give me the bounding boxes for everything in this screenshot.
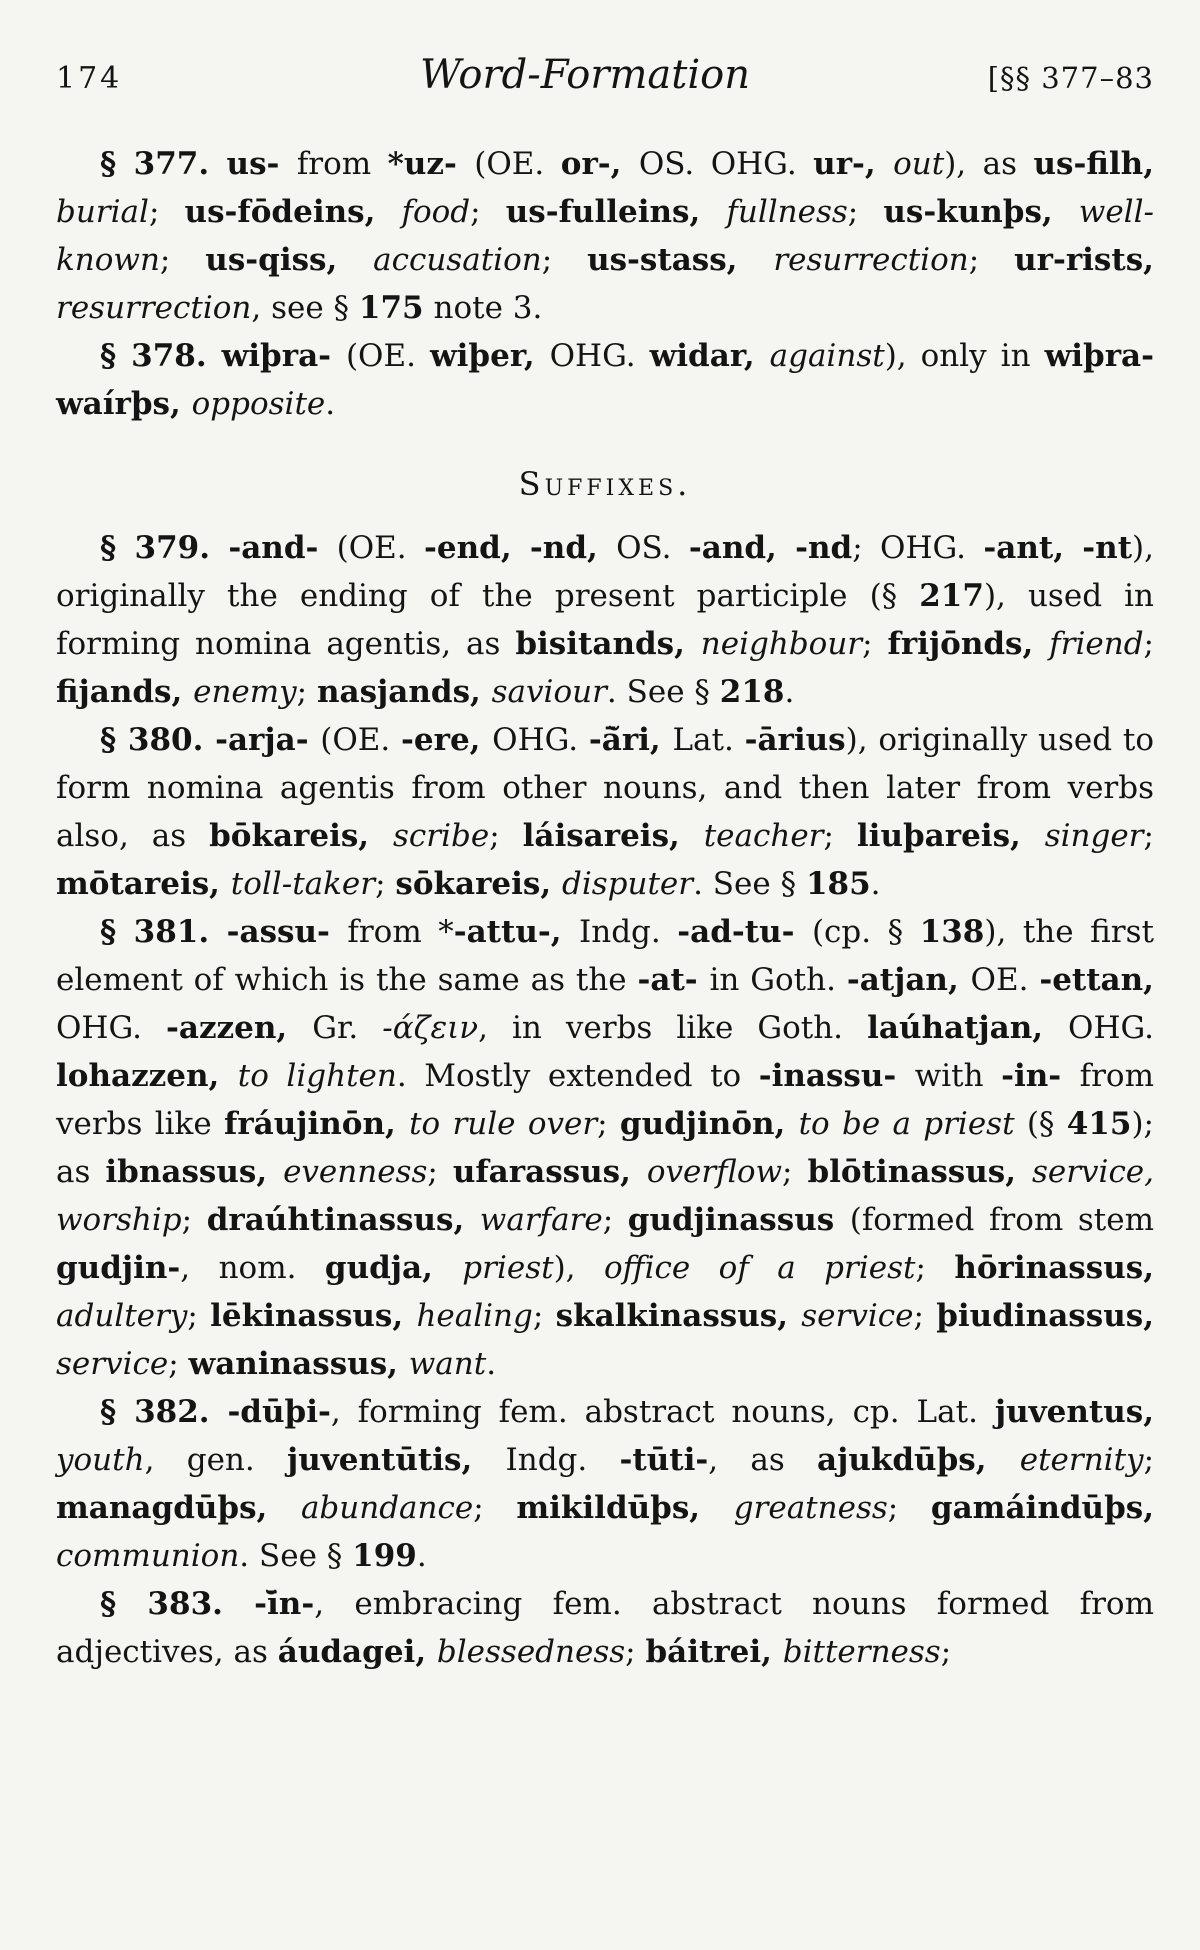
text-segment: singer	[1044, 818, 1144, 854]
text-segment: waninassus,	[188, 1346, 409, 1382]
text-segment: ;	[1143, 1442, 1155, 1478]
text-segment: overflow	[646, 1154, 783, 1190]
text-segment: 218	[719, 674, 785, 710]
text-segment: youth	[56, 1442, 145, 1478]
text-segment: ;	[913, 1298, 937, 1334]
text-segment: blessedness	[436, 1634, 626, 1670]
text-segment: § 380.	[100, 722, 216, 758]
text-segment: mikildūþs,	[516, 1490, 734, 1526]
text-segment: service	[56, 1346, 169, 1382]
text-segment: , in verbs like Goth.	[478, 1010, 868, 1046]
text-segment: -in-	[1001, 1058, 1080, 1094]
text-segment: gudjin-	[56, 1250, 181, 1286]
text-segment: to lighten	[237, 1058, 397, 1094]
paragraph-381	[56, 908, 1154, 1388]
text-segment: laúhatjan,	[867, 1010, 1069, 1046]
text-segment: -ere,	[401, 722, 493, 758]
text-segment: from *	[347, 914, 454, 950]
text-segment: bisitands,	[515, 626, 701, 662]
text-segment: ;	[532, 1298, 556, 1334]
text-segment: accusation	[373, 242, 542, 278]
text-segment: hōrinassus,	[954, 1250, 1154, 1286]
text-segment: office of a priest	[603, 1250, 916, 1286]
text-segment: ;	[847, 194, 884, 230]
text-segment: greatness	[733, 1490, 888, 1526]
text-segment: us-fōdeins,	[184, 194, 402, 230]
text-segment: lēkinassus,	[210, 1298, 417, 1334]
paragraph-380	[56, 716, 1154, 908]
text-segment: fullness	[726, 194, 848, 230]
text-segment: § 383.	[100, 1586, 255, 1622]
text-segment: Gr.	[312, 1010, 383, 1046]
text-segment: *uz-	[387, 146, 475, 182]
text-segment: sōkareis,	[395, 866, 562, 902]
text-segment: , forming fem. abstract nouns, cp. Lat.	[330, 1394, 995, 1430]
text-segment: warfare	[479, 1202, 603, 1238]
text-segment: note 3.	[423, 290, 543, 326]
paragraph-379	[56, 524, 1154, 716]
text-segment: -at-	[637, 962, 710, 998]
text-segment: láisareis,	[522, 818, 704, 854]
text-segment: (OE.	[336, 530, 425, 566]
text-segment: healing	[416, 1298, 533, 1334]
text-segment: -and-	[228, 530, 337, 566]
text-segment: 138	[919, 914, 985, 950]
text-segment: -arja-	[215, 722, 321, 758]
paragraph-383	[56, 1580, 1154, 1676]
text-segment: eternity	[1019, 1442, 1144, 1478]
text-segment: well-known	[56, 194, 1154, 278]
text-segment: bitterness	[782, 1634, 941, 1670]
text-segment: -ad-tu-	[677, 914, 812, 950]
text-segment: ;	[375, 866, 396, 902]
text-segment: from	[296, 146, 388, 182]
paragraph-378	[56, 332, 1154, 428]
text-segment: communion	[56, 1538, 240, 1574]
text-segment: gamáindūþs,	[930, 1490, 1154, 1526]
text-segment: .	[325, 386, 336, 422]
text-segment: Indg.	[505, 1442, 620, 1478]
text-segment: ); as	[56, 1106, 1154, 1190]
text-segment: ur-rists,	[1014, 242, 1154, 278]
text-segment: ),	[553, 1250, 604, 1286]
text-segment: draúhtinassus,	[206, 1202, 480, 1238]
page-body	[56, 140, 1154, 1676]
text-segment: wiþra-	[221, 338, 346, 374]
text-segment: Lat.	[672, 722, 745, 758]
text-segment: ;	[473, 1490, 517, 1526]
text-segment: ;	[296, 674, 317, 710]
text-segment: ur-,	[813, 146, 894, 182]
text-segment: áudagei,	[277, 1634, 437, 1670]
text-segment: disputer	[561, 866, 694, 902]
text-segment: ;	[602, 1202, 628, 1238]
text-segment: .	[784, 674, 795, 710]
text-segment: gudja,	[324, 1250, 463, 1286]
text-segment: ;	[1143, 818, 1154, 854]
text-segment: service	[801, 1298, 914, 1334]
text-segment: (OE.	[474, 146, 561, 182]
text-segment: gudjinassus	[627, 1202, 850, 1238]
text-segment: opposite	[191, 386, 326, 422]
text-segment: , see §	[251, 290, 359, 326]
text-segment: (OE.	[320, 722, 402, 758]
text-segment: ;	[625, 1634, 646, 1670]
text-segment: -ārius	[744, 722, 846, 758]
text-segment: § 377.	[100, 146, 227, 182]
text-segment: or-,	[560, 146, 639, 182]
text-segment: OS.	[616, 530, 689, 566]
text-segment: to be a priest	[798, 1106, 1015, 1142]
text-segment: OHG.	[56, 1010, 166, 1046]
text-segment: teacher	[703, 818, 824, 854]
text-segment: juventūtis,	[287, 1442, 506, 1478]
text-segment: Indg.	[578, 914, 678, 950]
text-segment: want	[408, 1346, 487, 1382]
text-segment: food	[401, 194, 471, 230]
suffixes-heading: Suffixes.	[518, 465, 692, 503]
text-segment: -άζειν	[382, 1010, 479, 1046]
text-segment: us-filh,	[1033, 146, 1154, 182]
text-segment: -dūþi-	[227, 1394, 331, 1430]
text-segment: service, worship	[56, 1154, 1154, 1238]
text-segment: § 382.	[100, 1394, 228, 1430]
text-segment: managdūþs,	[56, 1490, 301, 1526]
text-segment: 199	[352, 1538, 417, 1574]
text-segment: blōtinassus,	[807, 1154, 1032, 1190]
text-segment: 185	[805, 866, 871, 902]
text-segment: nasjands,	[316, 674, 492, 710]
text-segment: us-kunþs,	[883, 194, 1079, 230]
text-segment: ;	[940, 1634, 952, 1670]
text-segment: ;	[782, 1154, 808, 1190]
text-segment: lohazzen,	[56, 1058, 238, 1094]
text-segment: ), originally used to form nomina agentis from other nouns, and then later from verbs also, as	[56, 722, 1154, 854]
text-segment: evenness	[283, 1154, 428, 1190]
text-segment: § 378.	[100, 338, 222, 374]
text-segment: .	[416, 1538, 427, 1574]
text-segment: in Goth.	[709, 962, 847, 998]
text-segment: ajukdūþs,	[817, 1442, 1020, 1478]
text-segment: -end, -nd,	[424, 530, 617, 566]
text-segment: § 381.	[100, 914, 227, 950]
text-segment: OHG.	[1068, 1010, 1154, 1046]
running-header	[56, 52, 1154, 98]
text-segment: . See §	[606, 674, 720, 710]
text-segment: out	[893, 146, 945, 182]
text-segment: OE.	[970, 962, 1040, 998]
text-segment: ), originally the ending of the present participle (§	[56, 530, 1154, 614]
text-segment: ;	[489, 818, 523, 854]
text-segment: .	[486, 1346, 497, 1382]
text-segment: -atjan,	[846, 962, 971, 998]
text-segment: wiþer,	[429, 338, 550, 374]
text-segment: ), used in forming nomina agentis, as	[56, 578, 1154, 662]
text-segment: ;	[862, 626, 888, 662]
text-segment: with	[914, 1058, 1002, 1094]
paragraph-377	[56, 140, 1154, 332]
text-segment: ;	[470, 194, 506, 230]
text-segment: neighbour	[700, 626, 863, 662]
text-segment: adultery	[56, 1298, 188, 1334]
text-segment: ), the first element of which is the same as the	[56, 914, 1154, 998]
text-segment: gudjinōn,	[619, 1106, 799, 1142]
text-segment: ;	[181, 1202, 207, 1238]
text-segment: -ī̆n-	[254, 1586, 315, 1622]
text-segment: juventus,	[994, 1394, 1154, 1430]
text-segment: to rule over	[409, 1106, 598, 1142]
text-segment: scribe	[392, 818, 490, 854]
text-segment: OHG.	[492, 722, 589, 758]
text-segment: § 379.	[100, 530, 229, 566]
text-segment: , embracing fem. abstract nouns formed from adjectives, as	[56, 1586, 1154, 1670]
text-segment: -ā̆ri,	[588, 722, 673, 758]
text-segment: báitrei,	[645, 1634, 783, 1670]
text-segment: 217	[919, 578, 984, 614]
text-segment: 415	[1066, 1106, 1132, 1142]
text-segment: (cp. §	[811, 914, 920, 950]
text-segment: -azzen,	[166, 1010, 313, 1046]
text-segment: , gen.	[144, 1442, 288, 1478]
text-segment: liuþareis,	[856, 818, 1045, 854]
text-segment: abundance	[300, 1490, 474, 1526]
text-segment: priest	[462, 1250, 554, 1286]
text-segment: ibnassus,	[105, 1154, 284, 1190]
text-segment: us-stass,	[587, 242, 774, 278]
page-title: Word-Formation	[420, 52, 750, 98]
text-segment: ;	[968, 242, 1015, 278]
text-segment: -tūti-	[619, 1442, 709, 1478]
paragraph-382	[56, 1388, 1154, 1580]
text-segment: friend	[1049, 626, 1144, 662]
text-segment: wiþra-waírþs,	[56, 338, 1154, 422]
text-segment: -assu-	[226, 914, 348, 950]
text-segment: ;	[541, 242, 588, 278]
text-segment: , nom.	[180, 1250, 325, 1286]
text-segment: -and, -nd	[688, 530, 853, 566]
text-segment: OHG.	[549, 338, 650, 374]
text-segment: widar,	[649, 338, 770, 374]
text-segment: -ant, -nt	[983, 530, 1133, 566]
text-segment: ;	[159, 242, 206, 278]
text-segment: (OE.	[345, 338, 430, 374]
text-segment: ;	[148, 194, 185, 230]
text-segment: ;	[187, 1298, 211, 1334]
text-segment: ufarassus,	[452, 1154, 647, 1190]
text-segment: us-fulleins,	[505, 194, 727, 230]
text-segment: us-qiss,	[205, 242, 374, 278]
text-segment: ; OHG.	[852, 530, 984, 566]
text-segment: .	[870, 866, 881, 902]
text-segment: fráujinōn,	[223, 1106, 410, 1142]
text-segment: ;	[427, 1154, 453, 1190]
section-range: [§§ 377–83	[987, 61, 1154, 95]
text-segment: 175	[358, 290, 424, 326]
text-segment: fijands,	[56, 674, 194, 710]
page-number: 174	[56, 61, 123, 96]
text-segment: bōkareis,	[209, 818, 393, 854]
text-segment: ;	[887, 1490, 931, 1526]
text-segment: resurrection	[773, 242, 969, 278]
text-segment: skalkinassus,	[555, 1298, 802, 1334]
text-segment: OS. OHG.	[638, 146, 814, 182]
text-segment: against	[769, 338, 885, 374]
text-segment: ;	[168, 1346, 189, 1382]
text-segment: enemy	[193, 674, 297, 710]
text-segment: ), as	[944, 146, 1034, 182]
text-segment: ;	[823, 818, 857, 854]
text-segment: ;	[597, 1106, 620, 1142]
text-segment: us-	[226, 146, 297, 182]
text-segment: frijōnds,	[887, 626, 1050, 662]
text-segment: from verbs like	[56, 1058, 1154, 1142]
text-segment: ;	[1143, 626, 1154, 662]
text-segment: . See §	[693, 866, 806, 902]
text-segment: ;	[915, 1250, 955, 1286]
text-segment: mōtareis,	[56, 866, 231, 902]
text-segment: . Mostly extended to	[396, 1058, 759, 1094]
text-segment: -attu-,	[453, 914, 579, 950]
text-segment: toll-taker	[230, 866, 376, 902]
text-segment: -inassu-	[758, 1058, 915, 1094]
text-segment: . See §	[239, 1538, 353, 1574]
text-segment: resurrection	[56, 290, 252, 326]
text-segment: saviour	[491, 674, 607, 710]
text-segment: , as	[708, 1442, 818, 1478]
text-segment: burial	[56, 194, 149, 230]
text-segment: þiudinassus,	[936, 1298, 1154, 1334]
text-segment: (formed from stem	[849, 1202, 1154, 1238]
text-segment: -ettan,	[1039, 962, 1154, 998]
text-segment: ), only in	[884, 338, 1045, 374]
text-segment: (§	[1014, 1106, 1067, 1142]
